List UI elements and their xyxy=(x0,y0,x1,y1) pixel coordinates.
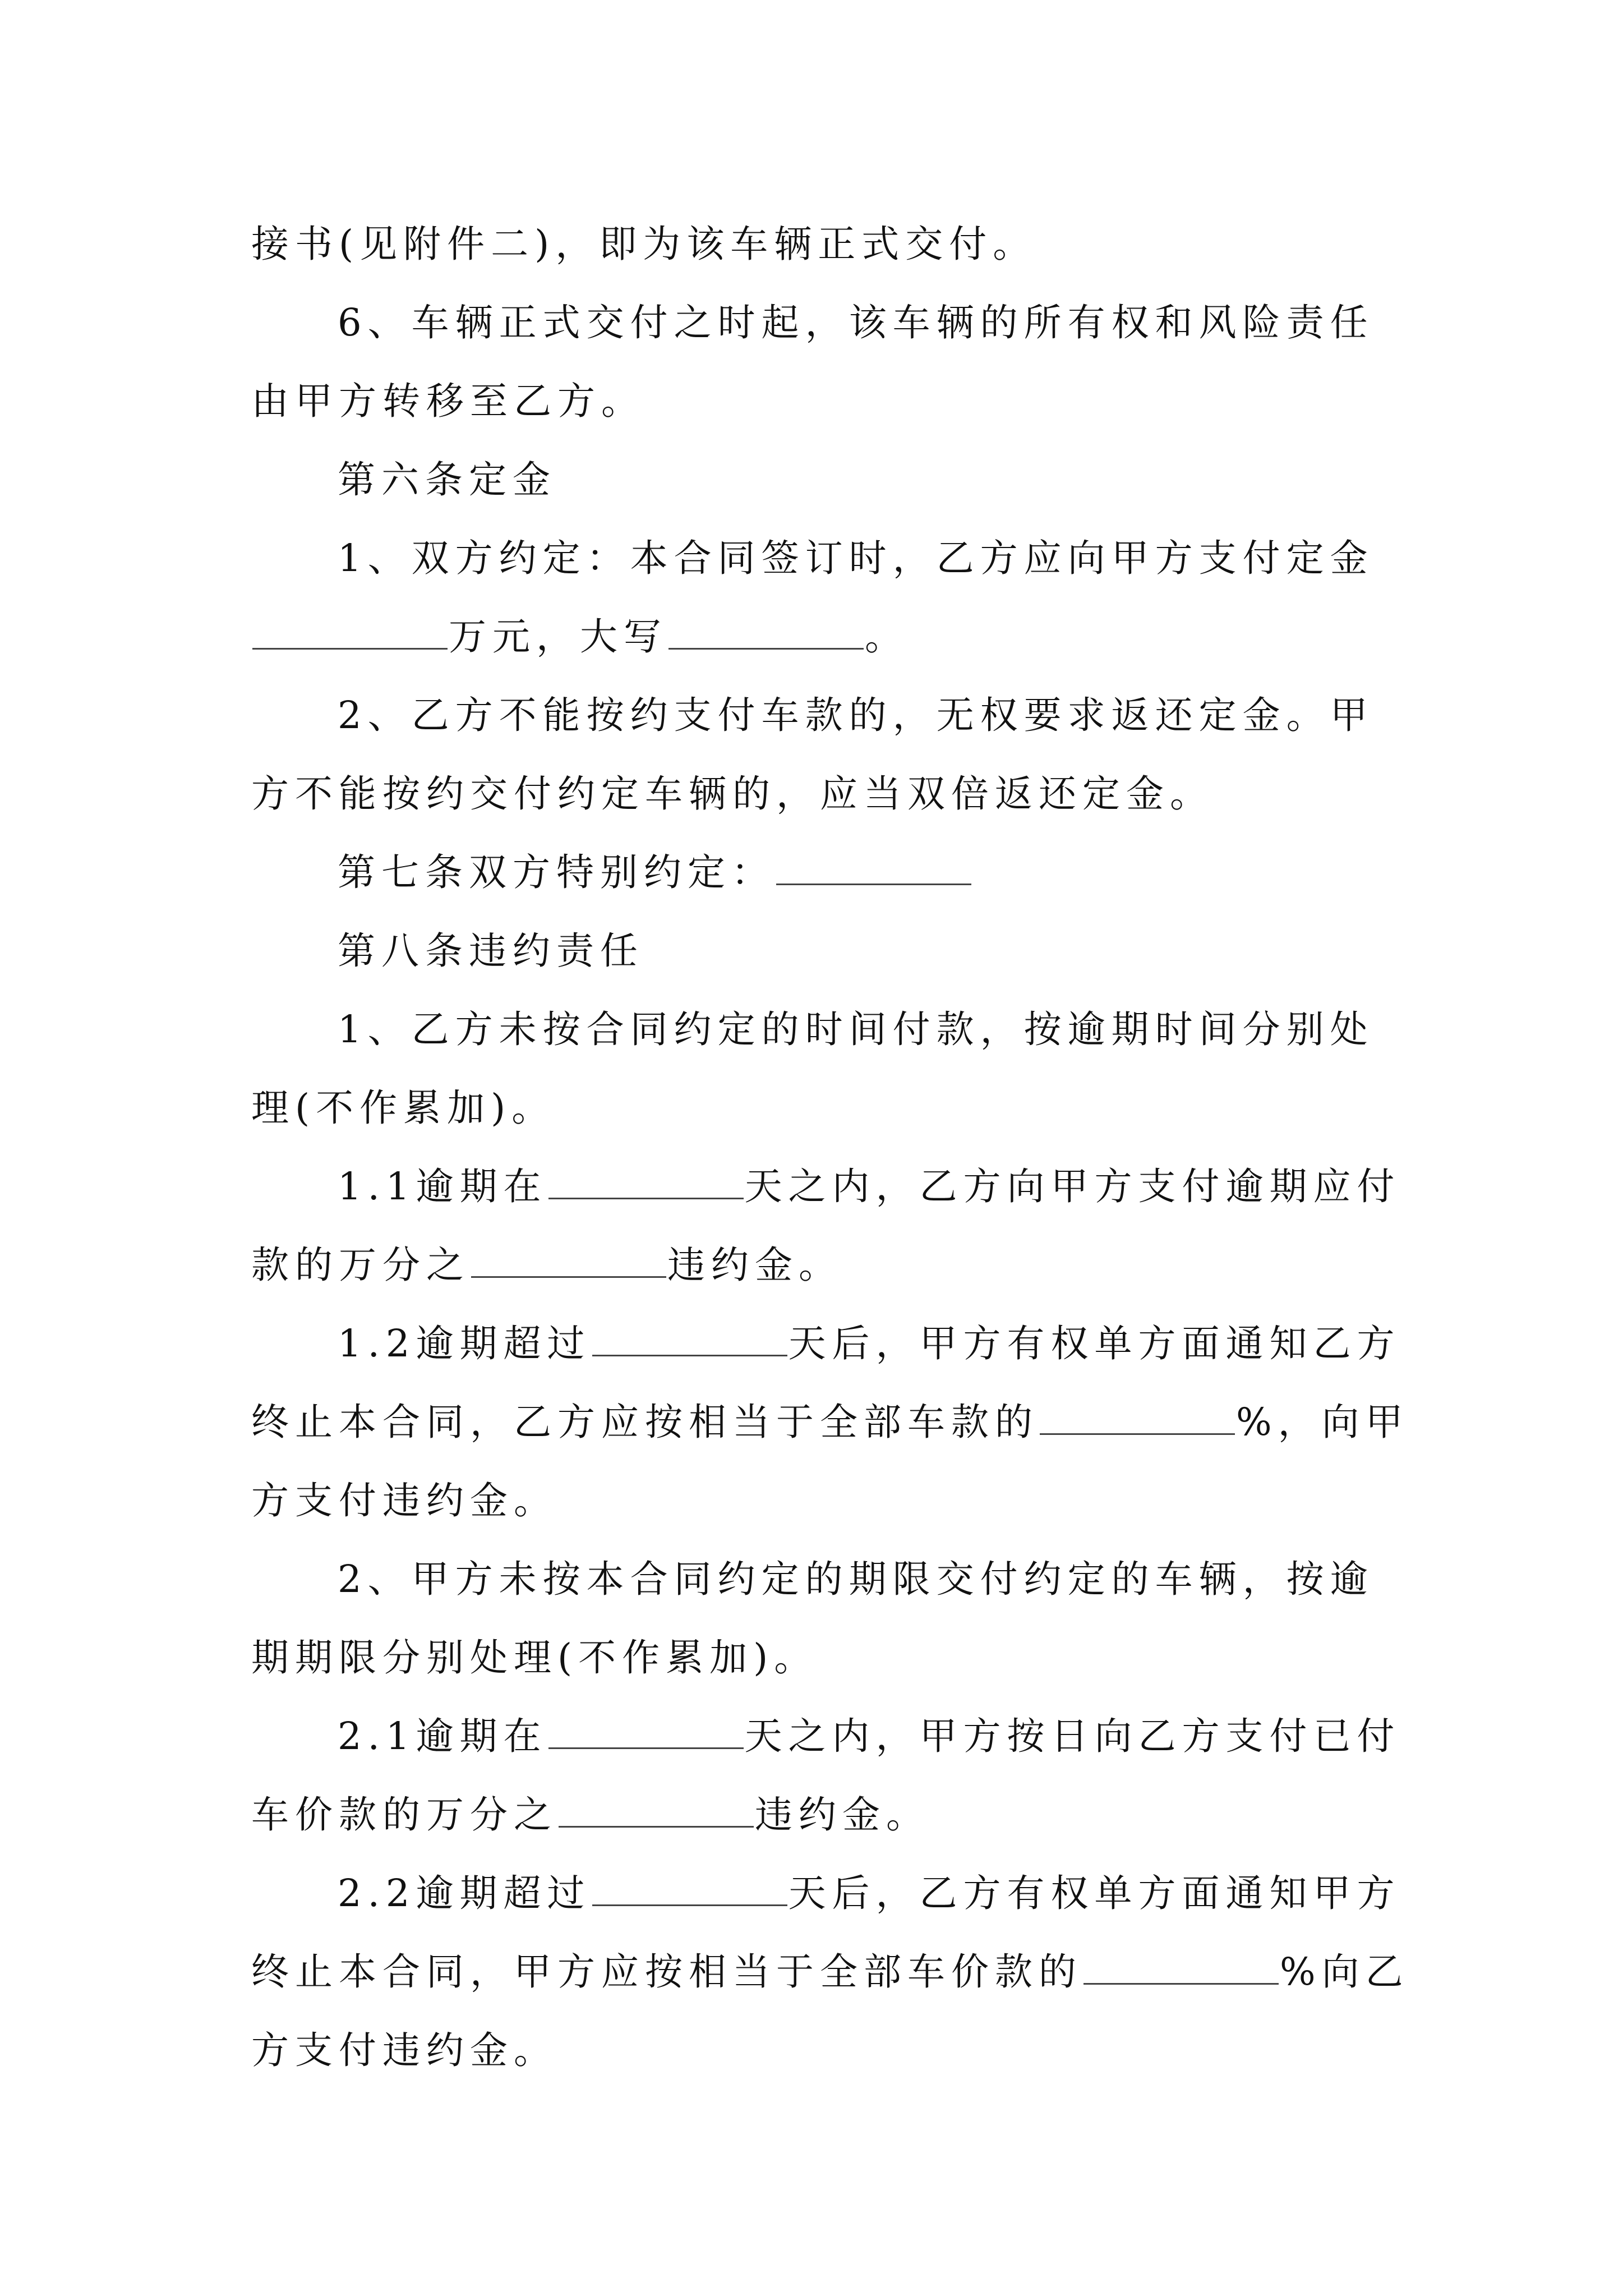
paragraph-line: 方支付违约金。 xyxy=(251,2028,557,2072)
paragraph-line xyxy=(251,1304,1401,1383)
document-body xyxy=(251,205,1409,2090)
text-run: 天之内，乙方向甲方支付逾期应付 xyxy=(744,1165,1401,1208)
paragraph-line: 1、乙方未按合同约定的时间付款，按逾期时间分别处 xyxy=(338,1007,1374,1051)
text-run: 1.1逾期在 xyxy=(338,1165,547,1208)
paragraph-line xyxy=(251,1932,1409,2011)
fill-in-blank[interactable] xyxy=(252,647,448,650)
paragraph-line: 接书(见附件二)，即为该车辆正式交付。 xyxy=(251,222,1037,266)
text-run: 终止本合同，乙方应按相当于全部车款的 xyxy=(251,1400,1039,1444)
text-run: 车价款的万分之 xyxy=(251,1793,557,1837)
section-heading: 第八条违约责任 xyxy=(338,929,644,973)
paragraph-line xyxy=(251,1697,1401,1775)
fill-in-blank[interactable] xyxy=(559,1825,754,1828)
paragraph-line: 方不能按约交付约定车辆的，应当双倍返还定金。 xyxy=(251,772,1214,816)
text-run: 第七条双方特别约定： xyxy=(338,850,775,894)
text-run: 2.1逾期在 xyxy=(338,1714,547,1758)
text-run: 违约金。 xyxy=(755,1793,930,1837)
section-heading: 第六条定金 xyxy=(338,458,556,501)
paragraph-line: 1、双方约定：本合同签订时，乙方应向甲方支付定金 xyxy=(338,536,1374,580)
text-run: %，向甲 xyxy=(1236,1400,1409,1444)
paragraph-line xyxy=(251,1383,1409,1461)
text-run: 终止本合同，甲方应按相当于全部车价款的 xyxy=(251,1950,1082,1994)
paragraph-line: 期期限分别处理(不作累加)。 xyxy=(251,1636,818,1680)
text-run: 天之内，甲方按日向乙方支付已付 xyxy=(744,1714,1401,1758)
fill-in-blank[interactable] xyxy=(776,883,971,885)
fill-in-blank[interactable] xyxy=(592,1904,787,1906)
text-run: 。 xyxy=(865,615,909,659)
paragraph-line xyxy=(251,597,1384,676)
text-run: 1.2逾期超过 xyxy=(338,1322,591,1365)
text-run: 款的万分之 xyxy=(251,1243,470,1287)
fill-in-blank[interactable] xyxy=(592,1354,787,1356)
paragraph-line xyxy=(251,1854,1401,1932)
paragraph-line xyxy=(251,1226,1384,1304)
fill-in-blank[interactable] xyxy=(1083,1982,1279,1985)
paragraph-line: 2、甲方未按本合同约定的期限交付约定的车辆，按逾 xyxy=(338,1557,1374,1601)
fill-in-blank[interactable] xyxy=(1040,1433,1235,1435)
fill-in-blank[interactable] xyxy=(548,1197,744,1199)
text-run: 万元，大写 xyxy=(449,615,667,659)
paragraph-line: 方支付违约金。 xyxy=(251,1479,557,1522)
section-heading xyxy=(251,833,1384,912)
fill-in-blank[interactable] xyxy=(471,1276,666,1278)
paragraph-line: 6、车辆正式交付之时起，该车辆的所有权和风险责任 xyxy=(338,301,1374,344)
text-run: 违约金。 xyxy=(667,1243,842,1287)
text-run: 2.2逾期超过 xyxy=(338,1871,591,1915)
fill-in-blank[interactable] xyxy=(548,1747,744,1749)
text-run: %向乙 xyxy=(1280,1950,1409,1994)
paragraph-line: 理(不作累加)。 xyxy=(251,1086,556,1130)
paragraph-line: 由甲方转移至乙方。 xyxy=(251,379,645,423)
paragraph-line xyxy=(251,1775,1384,1854)
text-run: 天后，甲方有权单方面通知乙方 xyxy=(788,1322,1401,1365)
fill-in-blank[interactable] xyxy=(668,647,864,650)
text-run: 天后，乙方有权单方面通知甲方 xyxy=(788,1871,1401,1915)
paragraph-line xyxy=(251,1147,1401,1226)
paragraph-line: 2、乙方不能按约支付车款的，无权要求返还定金。甲 xyxy=(338,693,1374,737)
